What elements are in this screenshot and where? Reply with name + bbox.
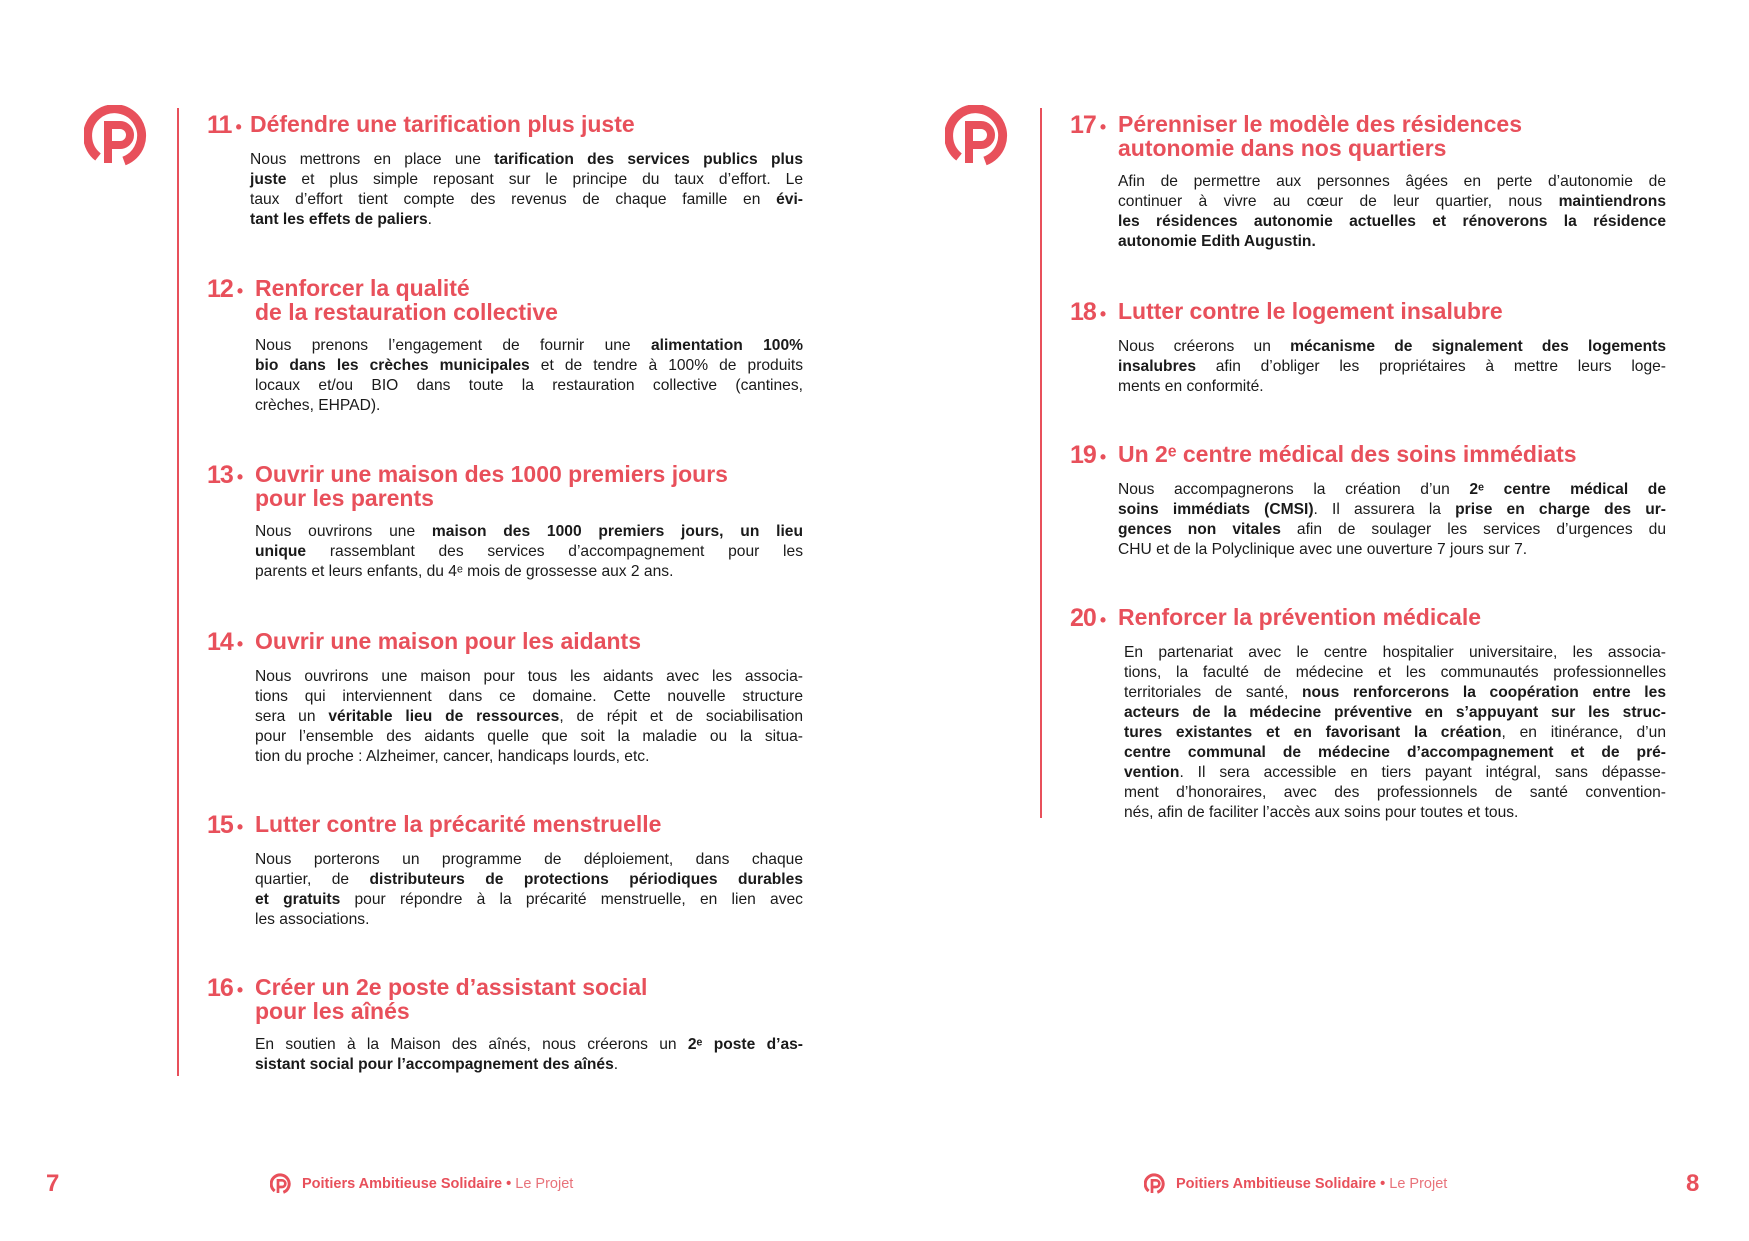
bold-text: soins immédiats (CMSI) bbox=[1118, 501, 1314, 518]
body-line bbox=[255, 850, 803, 870]
item-title-line: Ouvrir une maison des 1000 premiers jours bbox=[255, 461, 728, 487]
body-line bbox=[255, 542, 803, 562]
body-line bbox=[255, 910, 803, 930]
body-line bbox=[255, 562, 803, 582]
item-number-value: 17 bbox=[1070, 111, 1096, 139]
item-title bbox=[1118, 605, 1481, 629]
item-number-value: 12 bbox=[207, 275, 233, 303]
body-line bbox=[250, 170, 803, 190]
bold-text: évi- bbox=[776, 191, 803, 208]
text: afin d’obliger les propriétaires à mettre leurs loge- bbox=[1196, 358, 1666, 375]
item-title bbox=[255, 276, 558, 324]
item-title-line: de la restauration collective bbox=[255, 299, 558, 325]
item-title-line: pour les aînés bbox=[255, 998, 410, 1024]
item-body bbox=[255, 1035, 803, 1075]
bold-text: maintiendrons bbox=[1558, 193, 1666, 210]
text: continuer à vivre au cœur de leur quartier, nous bbox=[1118, 193, 1559, 210]
item-number-value: 20 bbox=[1070, 604, 1096, 632]
body-line bbox=[255, 747, 803, 767]
text: . Il assurera la bbox=[1313, 501, 1456, 518]
item-number bbox=[1070, 442, 1106, 470]
text: Nous créerons un bbox=[1118, 338, 1291, 355]
text: pour répondre à la précarité menstruelle, en lien avec bbox=[340, 891, 803, 908]
item-title bbox=[255, 812, 661, 836]
bold-text: tarification des services publics plus bbox=[494, 151, 803, 168]
item-number bbox=[207, 112, 242, 140]
body-line bbox=[255, 396, 803, 416]
text: les associations. bbox=[255, 911, 370, 928]
item-number bbox=[207, 462, 243, 490]
bold-text: sistant social pour l’accompagnement des aînés bbox=[255, 1056, 614, 1073]
item-title-line: Renforcer la prévention médicale bbox=[1118, 604, 1482, 630]
poitiers-logo-icon bbox=[945, 105, 1011, 167]
text: crèches, EHPAD). bbox=[255, 397, 381, 414]
bullet: • bbox=[1099, 304, 1107, 324]
body-line bbox=[255, 336, 803, 356]
poitiers-logo-icon bbox=[270, 1173, 292, 1195]
bold-text: véritable lieu de ressources bbox=[328, 708, 560, 725]
bold-text: tant les effets de paliers bbox=[250, 211, 428, 228]
text: Nous prenons l’engagement de fournir une bbox=[255, 337, 651, 354]
item-number-value: 15 bbox=[207, 811, 233, 839]
item-title-line: Défendre une tarification plus juste bbox=[250, 111, 635, 137]
body-line bbox=[1124, 783, 1666, 803]
body-line bbox=[1118, 337, 1666, 357]
item-number bbox=[207, 629, 243, 657]
body-line bbox=[255, 870, 803, 890]
body-line bbox=[1118, 377, 1666, 397]
page-number-left: 7 bbox=[46, 1170, 60, 1197]
body-line bbox=[1118, 192, 1666, 212]
body-line bbox=[255, 356, 803, 376]
body-line bbox=[1118, 540, 1666, 560]
text: En soutien à la Maison des aînés, nous créerons un bbox=[255, 1036, 688, 1053]
footer-brand: Poitiers Ambitieuse Solidaire bbox=[1176, 1176, 1377, 1192]
body-line bbox=[255, 687, 803, 707]
bold-text: maison des 1000 premiers jours, un lieu bbox=[431, 523, 803, 540]
text: territoriales de santé, bbox=[1124, 684, 1303, 701]
footer-brand: Poitiers Ambitieuse Solidaire bbox=[302, 1176, 503, 1192]
bold-text: juste bbox=[250, 171, 287, 188]
item-title-line: Ouvrir une maison pour les aidants bbox=[255, 628, 641, 654]
bold-text: autonomie Edith Augustin. bbox=[1118, 233, 1316, 250]
left-divider-line bbox=[177, 108, 179, 1076]
text: tion du proche : Alzheimer, cancer, handicaps lourds, etc. bbox=[255, 748, 650, 765]
right-divider-line bbox=[1040, 108, 1042, 818]
item-body bbox=[255, 336, 803, 416]
item-body bbox=[1118, 172, 1666, 252]
bold-text: unique bbox=[255, 543, 307, 560]
footer-separator: • bbox=[506, 1176, 512, 1192]
bold-text: nous renforcerons la coopération entre les bbox=[1302, 684, 1666, 701]
bold-text: centre communal de médecine d’accompagnement et de pré- bbox=[1124, 744, 1666, 761]
item-number-value: 16 bbox=[207, 974, 233, 1002]
body-line bbox=[255, 667, 803, 687]
body-line bbox=[1124, 723, 1666, 743]
text: Afin de permettre aux personnes âgées en perte d’autonomie de bbox=[1118, 173, 1666, 190]
bold-text: les résidences autonomie actuelles et rénoverons la résidence bbox=[1118, 213, 1666, 230]
body-line bbox=[255, 707, 803, 727]
item-number-value: 18 bbox=[1070, 298, 1096, 326]
text: quartier, de bbox=[255, 871, 370, 888]
body-line bbox=[1124, 683, 1666, 703]
footer-left bbox=[270, 1173, 573, 1195]
text: En partenariat avec le centre hospitalier universitaire, les associa- bbox=[1124, 644, 1666, 661]
item-body bbox=[1118, 337, 1666, 397]
poitiers-logo-icon bbox=[84, 105, 150, 167]
body-line bbox=[1124, 643, 1666, 663]
text: parents et leurs enfants, du 4ᵉ mois de grossesse aux 2 ans. bbox=[255, 563, 674, 580]
text: , de répit et de sociabilisation bbox=[559, 708, 804, 725]
item-title bbox=[255, 975, 647, 1023]
text: pour l’ensemble des aidants quelle que soit la maladie ou la situa- bbox=[255, 728, 803, 745]
item-number-value: 11 bbox=[207, 111, 232, 139]
body-line bbox=[255, 890, 803, 910]
item-number bbox=[207, 276, 243, 304]
bold-text: acteurs de la médecine préventive en s’appuyant sur les struc- bbox=[1124, 704, 1666, 721]
body-line bbox=[255, 376, 803, 396]
item-title bbox=[250, 112, 635, 136]
footer-separator: • bbox=[1380, 1176, 1386, 1192]
item-title-line: Créer un 2e poste d’assistant social bbox=[255, 974, 648, 1000]
item-number-value: 13 bbox=[207, 461, 233, 489]
item-title bbox=[255, 629, 641, 653]
body-line bbox=[250, 190, 803, 210]
item-number-value: 19 bbox=[1070, 441, 1096, 469]
footer-subtitle: Le Projet bbox=[1389, 1176, 1448, 1192]
text: Nous ouvrirons une bbox=[255, 523, 432, 540]
item-title-line: pour les parents bbox=[255, 485, 434, 511]
item-title-line: Lutter contre la précarité menstruelle bbox=[255, 811, 662, 837]
text: et de tendre à 100% de produits bbox=[529, 357, 803, 374]
text: CHU et de la Polyclinique avec une ouverture 7 jours sur 7. bbox=[1118, 541, 1528, 558]
text: sera un bbox=[255, 708, 329, 725]
text: rassemblant des services d’accompagnement pour les bbox=[306, 543, 803, 560]
page-number-right: 8 bbox=[1686, 1170, 1700, 1197]
item-body bbox=[255, 667, 803, 767]
item-number bbox=[207, 975, 243, 1003]
bullet: • bbox=[1099, 610, 1107, 630]
item-body bbox=[250, 150, 803, 230]
item-number bbox=[1070, 112, 1106, 140]
text: . Il sera accessible en tiers payant intégral, sans dépasse- bbox=[1179, 764, 1666, 781]
body-line bbox=[255, 1035, 803, 1055]
text: . bbox=[427, 211, 433, 228]
bullet: • bbox=[235, 117, 242, 137]
footer-subtitle: Le Projet bbox=[515, 1176, 574, 1192]
body-line bbox=[1124, 743, 1666, 763]
body-line bbox=[1124, 663, 1666, 683]
text: ments en conformité. bbox=[1118, 378, 1264, 395]
text: tions qui interviennent dans ce domaine. Cette nouvelle structure bbox=[255, 688, 803, 705]
item-number bbox=[1070, 605, 1106, 633]
bold-text: 2ᵉ poste d’as- bbox=[687, 1036, 803, 1053]
item-title-line: Un 2ᵉ centre médical des soins immédiats bbox=[1118, 441, 1577, 467]
text: afin de soulager les services d’urgences du bbox=[1280, 521, 1667, 538]
text: Nous porterons un programme de déploiement, dans chaque bbox=[255, 851, 803, 868]
bold-text: insalubres bbox=[1118, 358, 1196, 375]
item-title-line: Pérenniser le modèle des résidences bbox=[1118, 111, 1522, 137]
item-title-line: Renforcer la qualité bbox=[255, 275, 470, 301]
body-line bbox=[1118, 232, 1666, 252]
item-body bbox=[1124, 643, 1666, 823]
footer-right bbox=[1144, 1173, 1447, 1195]
body-line bbox=[1124, 703, 1666, 723]
item-body bbox=[255, 522, 803, 582]
bold-text: tures existantes et en favorisant la création bbox=[1124, 724, 1502, 741]
body-line bbox=[1124, 763, 1666, 783]
body-line bbox=[250, 150, 803, 170]
bold-text: bio dans les crèches municipales bbox=[255, 357, 530, 374]
body-line bbox=[255, 522, 803, 542]
text: nés, afin de faciliter l’accès aux soins pour toutes et tous. bbox=[1124, 804, 1519, 821]
bold-text: alimentation 100% bbox=[650, 337, 803, 354]
item-title-line: Lutter contre le logement insalubre bbox=[1118, 298, 1503, 324]
body-line bbox=[1118, 172, 1666, 192]
item-title bbox=[1118, 442, 1577, 466]
item-number bbox=[207, 812, 243, 840]
text: taux d’effort tient compte des revenus de chaque famille en bbox=[250, 191, 777, 208]
text: Nous mettrons en place une bbox=[250, 151, 495, 168]
body-line bbox=[255, 1055, 803, 1075]
bullet: • bbox=[236, 817, 244, 837]
poitiers-logo-icon bbox=[1144, 1173, 1166, 1195]
bullet: • bbox=[236, 634, 244, 654]
bullet: • bbox=[236, 980, 244, 1000]
text: tions, la faculté de médecine et les communautés professionnelles bbox=[1124, 664, 1666, 681]
text: Nous accompagnerons la création d’un bbox=[1118, 481, 1470, 498]
item-title bbox=[1118, 112, 1522, 160]
body-line bbox=[1118, 480, 1666, 500]
bullet: • bbox=[1099, 117, 1107, 137]
item-number bbox=[1070, 299, 1106, 327]
text: ment d’honoraires, avec des professionnels de santé convention- bbox=[1124, 784, 1666, 801]
bold-text: et gratuits bbox=[255, 891, 341, 908]
item-title bbox=[255, 462, 728, 510]
text: locaux et/ou BIO dans toute la restauration collective (cantines, bbox=[255, 377, 803, 394]
body-line bbox=[1124, 803, 1666, 823]
bold-text: 2ᵉ centre médical de bbox=[1469, 481, 1667, 498]
body-line bbox=[1118, 212, 1666, 232]
body-line bbox=[250, 210, 803, 230]
body-line bbox=[255, 727, 803, 747]
bold-text: mécanisme de signalement des logements bbox=[1290, 338, 1666, 355]
bold-text: vention bbox=[1124, 764, 1180, 781]
body-line bbox=[1118, 500, 1666, 520]
item-body bbox=[255, 850, 803, 930]
text: et plus simple reposant sur le principe du taux d’effort. Le bbox=[286, 171, 803, 188]
bullet: • bbox=[236, 281, 244, 301]
bold-text: gences non vitales bbox=[1118, 521, 1281, 538]
text: . bbox=[613, 1056, 619, 1073]
body-line bbox=[1118, 357, 1666, 377]
text: Nous ouvrirons une maison pour tous les aidants avec les associa- bbox=[255, 668, 803, 685]
bold-text: prise en charge des ur- bbox=[1455, 501, 1666, 518]
bullet: • bbox=[1099, 447, 1107, 467]
item-number-value: 14 bbox=[207, 628, 233, 656]
bold-text: distributeurs de protections périodiques durables bbox=[369, 871, 803, 888]
item-body bbox=[1118, 480, 1666, 560]
item-title-line: autonomie dans nos quartiers bbox=[1118, 135, 1447, 161]
bullet: • bbox=[236, 467, 244, 487]
item-title bbox=[1118, 299, 1503, 323]
text: , en itinérance, d’un bbox=[1501, 724, 1666, 741]
body-line bbox=[1118, 520, 1666, 540]
